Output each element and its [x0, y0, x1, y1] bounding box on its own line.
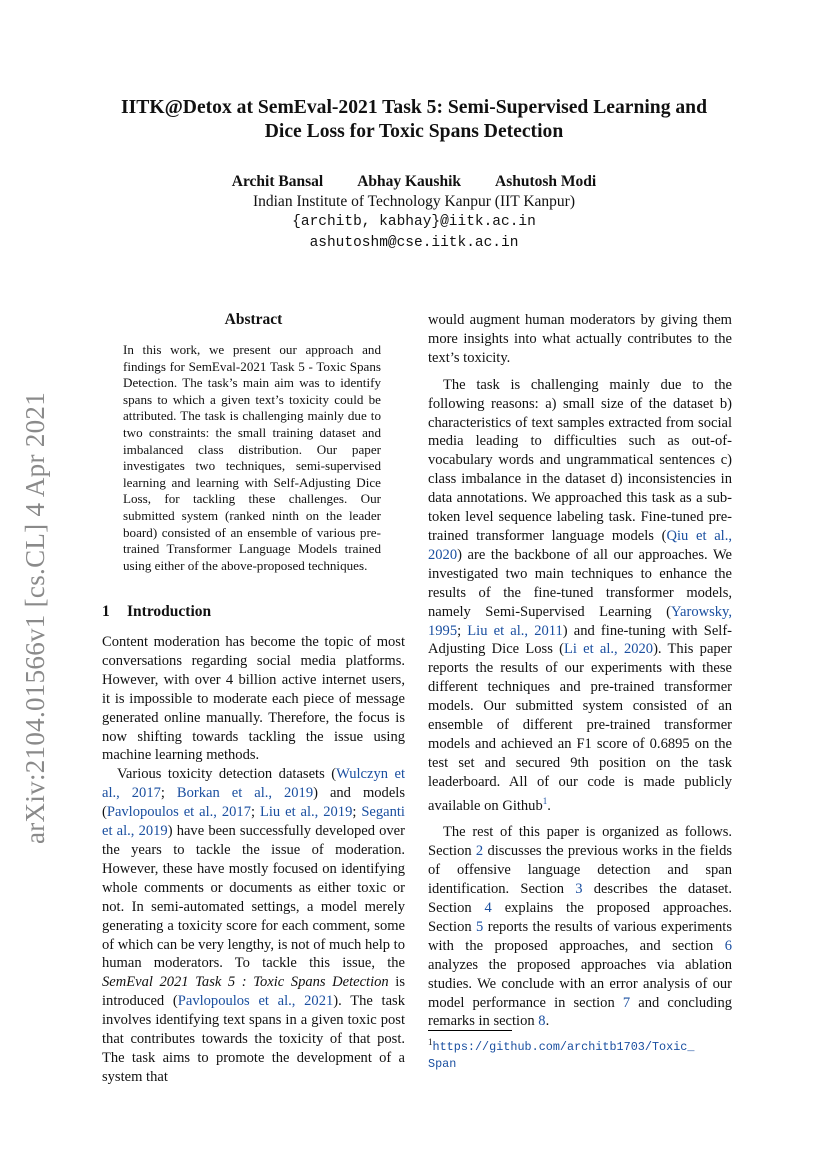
citation-link[interactable]: Pavlopoulos et al., 2017 [106, 804, 251, 821]
citation-link[interactable]: Wulczyn et al., 2017 [102, 766, 405, 802]
section-ref-link[interactable]: 5 [476, 918, 484, 935]
citation-link[interactable]: Pavlopoulos et al., 2021 [177, 993, 334, 1010]
footnote [428, 1034, 732, 1072]
left-column [102, 633, 405, 1087]
section-heading-introduction [102, 603, 405, 621]
author-2: Abhay Kaushik [357, 173, 462, 190]
section-ref-link[interactable]: 2 [475, 843, 484, 860]
paper-title [80, 96, 748, 143]
affiliation-block [80, 191, 748, 254]
task-name: SemEval 2021 Task 5 : Toxic Spans Detection [102, 974, 389, 991]
citation-link[interactable]: Borkan et al., 2019 [176, 785, 314, 802]
intro-paragraph-1: Content moderation has become the topic of most conversations regarding social media platforms. However, with over 4 billion active internet users, it is impossible to moderate each piece of message generated online manually. Therefore, the focus is now shifting towards tackling the issue using machine learning methods. [102, 634, 405, 764]
title-line-1: IITK@Detox at SemEval-2021 Task 5: Semi-Supervised Learning and [121, 97, 707, 118]
intro-paragraph-4: The task is challenging mainly due to the following reasons: a) small size of the dataset b) characteristics of text samples extracted from social media leading to difficulties such as out-of-vocabulary words and ungrammatical sentences c) class imbalance in the dataset d) inconsistencies in data annotations. We approached this task as a sub-token level sequence labeling task. Fine-tuned pre-trained transformer language models (Qiu et al., 2020) are the backbone of all our approaches. We investigated two main techniques to enhance the results of the fine-tuned transformer models, namely Semi-Supervised Learning (Yarowsky, 1995; Liu et al., 2011) and fine-tuning with Self-Adjusting Dice Loss (Li et al., 2020). This paper reports the results of our experiments with these different techniques and pre-trained transformer models. Our submitted system consisted of an ensemble of different pre-trained transformer models and achieved an F1 score of 0.6895 on the test set and secured 9th position on the task leaderboard. All of our code is made publicly available on Github$^1$. [428, 376, 733, 814]
section-ref-link[interactable]: 4 [484, 900, 492, 917]
citation-link[interactable]: Seganti et al., 2019 [102, 804, 405, 840]
footnote-mark[interactable]: 1 [542, 795, 548, 806]
footnote-number: 1 [428, 1037, 433, 1047]
section-ref-link[interactable]: 7 [622, 994, 631, 1011]
intro-paragraph-2: Various toxicity detection datasets (Wulczyn et al., 2017; Borkan et al., 2019) and models (Pavlopoulos et al., 2017; Liu et al., 2019; Seganti et al., 2019) have been successfully developed over the years to tackle the issue of moderation. However, these have mostly focused on identifying whole comments or documents as either toxic or not. In semi-automated settings, a model merely generating a toxicity score for each comment, some of which can be very lengthy, is not of much help to human moderators. To tackle this issue, the SemEval 2021 Task 5 : Toxic Spans Detection is introduced (Pavlopoulos et al., 2021). The task involves identifying text spans in a given toxic post that contributes towards the toxicity of that post. The task aims to promote the development of a system that [102, 766, 405, 1085]
author-3: Ashutosh Modi [495, 173, 597, 190]
title-line-2: Dice Loss for Toxic Spans Detection [264, 120, 564, 142]
citation-link[interactable]: Qiu et al., 2020 [428, 527, 732, 563]
footnote-rule [428, 1030, 512, 1031]
section-number: 1 [102, 603, 110, 620]
section-ref-link[interactable]: 3 [575, 881, 583, 898]
citation-link[interactable]: Li et al., 2020 [563, 641, 654, 658]
affiliation: Indian Institute of Technology Kanpur (IIT Kanpur) [252, 193, 576, 210]
email-line-2: ashutoshm@cse.iitk.ac.in [309, 235, 519, 251]
right-column [428, 311, 732, 1031]
section-ref-link[interactable]: 8 [538, 1013, 546, 1030]
citation-link[interactable]: Liu et al., 2019 [259, 804, 353, 821]
email-line-1: {architb, kabhay}@iitk.ac.in [292, 214, 536, 230]
intro-paragraph-3: would augment human moderators by giving them more insights into what actually contributes to the text’s toxicity. [428, 312, 732, 366]
section-title: Introduction [127, 603, 212, 620]
intro-paragraph-5: The rest of this paper is organized as follows. Section 2 discusses the previous works in the fields of offensive language detection and span identification. Section 3 describes the dataset. Section 4 explains the proposed approaches. Section 5 reports the results of various experiments with the proposed approaches, and section 6 analyzes the proposed approaches via ablation studies. We conclude with an error analysis of our model performance in section 7 and concluding remarks in section 8. [428, 824, 732, 1030]
github-url-link[interactable]: https://github.com/architb1703/Toxic_ Span [428, 1040, 695, 1072]
abstract-text: In this work, we present our approach and findings for SemEval-2021 Task 5 - Toxic Spans Detection. The task’s main aim was to identify spans to which a given text’s toxicity could be attributed. The task is challenging mainly due to two constraints: the small training dataset and imbalanced class distribution. Our paper investigates two techniques, semi-supervised learning and learning with Self-Adjusting Dice Loss, for tackling these challenges. Our submitted system (ranked ninth on the leader board) consisted of an ensemble of various pre-trained Transformer Language Models trained using either of the above-proposed techniques. [123, 342, 381, 573]
section-ref-link[interactable]: 6 [724, 937, 732, 954]
citation-link[interactable]: Yarowsky, 1995 [428, 603, 732, 639]
arxiv-identifier: arXiv:2104.01566v1 [cs.CL] 4 Apr 2021 [20, 391, 50, 845]
abstract-heading: Abstract [224, 311, 283, 328]
author-list [80, 173, 748, 191]
author-1: Archit Bansal [231, 173, 324, 190]
citation-link[interactable]: Liu et al., 2011 [467, 622, 563, 639]
